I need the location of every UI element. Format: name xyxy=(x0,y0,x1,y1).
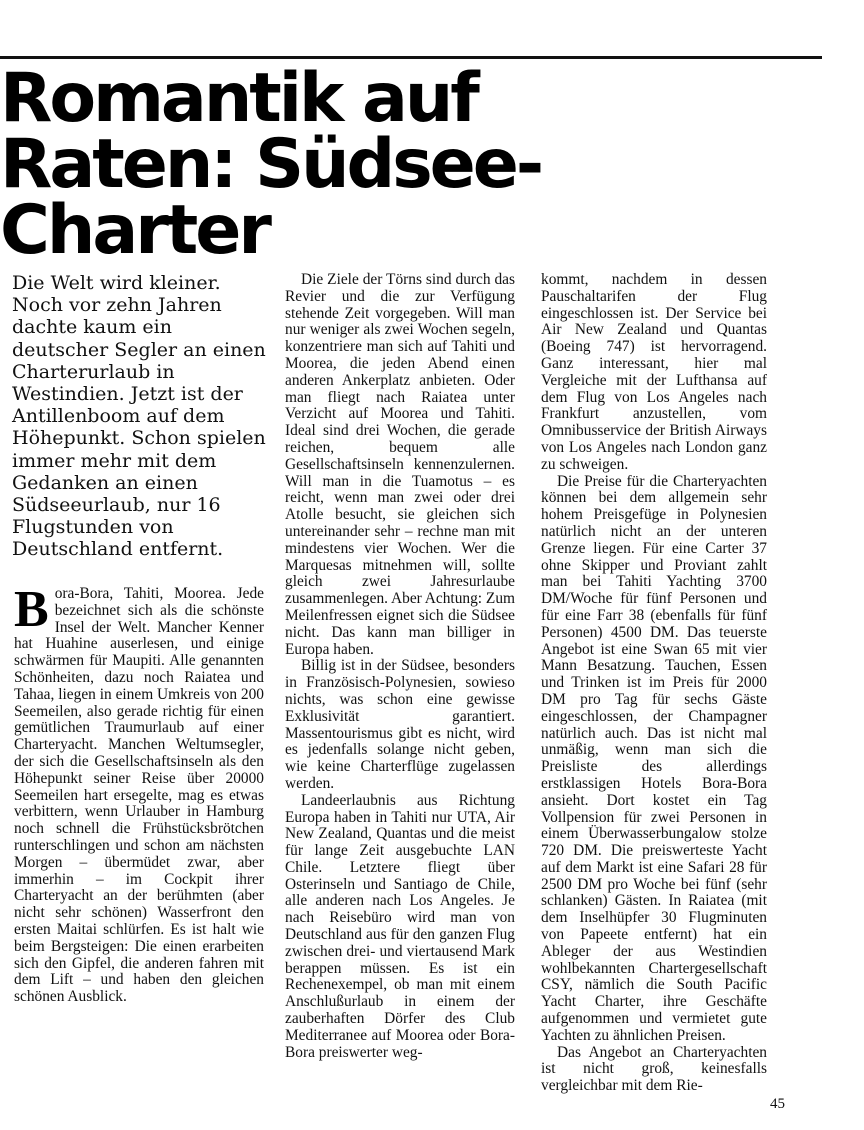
paragraph: Die Ziele der Törns sind durch das Revier und die zur Verfügung stehende Zeit vorgegeben. Will man nur weniger als zwei Wochen segeln, konzentriere man sich auf Tahiti und Moorea, die jeden Abend einen anderen Ankerplatz anbieten. Oder man fliegt nach Raiatea unter Verzicht auf Moorea und Tahiti. Ideal sind drei Wochen, die gerade reichen, bequem alle Gesellschaftsinseln kennenzulernen. Will man in die Tuamotus – es reicht, wenn man zwei oder drei Atolle besucht, sie gleichen sich untereinander sehr – rechne man mit mindestens vier Wochen. Wer die Marquesas mitnehmen will, sollte gleich zwei Jahresurlaube zusammenlegen. Aber Achtung: Zum Meilenfressen eignet sich die Südsee nicht. Das kann man billiger in Europa haben. xyxy=(285,271,515,658)
headline-line-1: Romantik auf xyxy=(0,59,477,138)
drop-cap: B xyxy=(14,581,49,638)
article-column-1 xyxy=(14,581,264,1006)
paragraph: Billig ist in der Südsee, besonders in Französisch-Polynesien, sowieso nichts, was schon eine gewisse Exklusivität garantiert. Massentourismus gibt es nicht, wird es jedenfalls solange nicht geben, wie keine Charterflüge zugelassen werden. xyxy=(285,657,515,792)
paragraph: ora-Bora, Tahiti, Moorea. Jede bezeichnet sich als die schönste Insel der Welt. Mancher Kenner hat Huahine auserlesen, und einige schwärmen für Maupiti. Alle genannten Schönheiten, dazu noch Raiatea und Tahaa, liegen in einem Umkreis von 200 Seemeilen, also gerade richtig für einen gemütlichen Traumurlaub auf einer Charteryacht. Manchen Weltumsegler, der sich die Gesellschaftsinseln als den Höhepunkt seiner Reise über 20000 Seemeilen hart ersegelte, mag es etwas verbittern, wenn Urlauber in Hamburg noch schnell die Frühstücksbrötchen runterschlingen und schon am nächsten Morgen – übermüdet zwar, aber immerhin – im Cockpit ihrer Charteryacht an der berühmten (aber nicht sehr schönen) Wasserfront den ersten Maitai schlürfen. Es ist halt wie beim Bergsteigen: Die einen erarbeiten sich den Gipfel, die anderen fahren mit dem Lift – und haben den gleichen schönen Ausblick. xyxy=(14,585,264,1006)
headline-line-2: Raten: Südsee- xyxy=(0,125,542,204)
headline xyxy=(0,59,830,270)
paragraph: Das Angebot an Charteryachten ist nicht groß, keinesfalls vergleichbar mit dem Rie- xyxy=(541,1043,767,1095)
article-column-3 xyxy=(541,272,767,1095)
paragraph: kommt, nachdem in dessen Pauschaltarifen der Flug eingeschlossen ist. Der Service bei Air New Zealand und Quantas (Boeing 747) ist hervorragend. Ganz interessant, hier mal Vergleiche mit der Lufthansa auf dem Flug von Los Angeles nach Frankfurt anzustellen, vom Omnibusservice der British Airways von Los Angeles nach London ganz zu schweigen. xyxy=(541,271,767,473)
page-number: 45 xyxy=(770,1096,785,1112)
intro-lead: Die Welt wird kleiner. Noch vor zehn Jahren dachte kaum ein deutscher Segler an einen Charterurlaub in Westindien. Jetzt ist der Antillenboom auf dem Höhepunkt. Schon spielen immer mehr mit dem Gedanken an einen Südseeurlaub, nur 16 Flugstunden von Deutschland entfernt. xyxy=(12,272,266,561)
paragraph: Die Preise für die Charteryachten können bei dem allgemein sehr hohem Preisgefüge in Polynesien natürlich nicht an der unteren Grenze liegen. Für eine Carter 37 ohne Skipper und Proviant zahlt man bei Tahiti Yachting 3700 DM/Woche für fünf Personen und für eine Farr 38 (ebenfalls für fünf Personen) 4500 DM. Das teuerste Angebot ist eine Swan 65 mit vier Mann Besatzung. Tauchen, Essen und Trinken ist im Preis für 2000 DM pro Tag für sechs Gäste eingeschlossen, der Champagner natürlich auch. Das ist nicht mal unmäßig, wenn man sich die Preisliste des allerdings erstklassigen Hotels Bora-Bora ansieht. Dort kostet ein Tag Vollpension für zwei Personen in einem Überwasserbungalow stolze 720 DM. Die preiswerteste Yacht auf dem Markt ist eine Safari 28 für 2500 DM pro Woche bei fünf (sehr schlanken) Gästen. In Raiatea (mit dem Inselhüpfer 30 Flugminuten von Papeete entfernt) hat ein Ableger der aus Westindien wohlbekannten Chartergesellschaft CSY, nämlich die South Pacific Yacht Charter, ihre Geschäfte aufgenommen und vermietet gute Yachten zu ähnlichen Preisen. xyxy=(541,472,767,1044)
article-column-2 xyxy=(285,272,515,1061)
headline-line-3: Charter xyxy=(0,191,269,270)
paragraph: Landeerlaubnis aus Richtung Europa haben in Tahiti nur UTA, Air New Zealand, Quantas und die meist für lange Zeit ausgebuchte LAN Chile. Letztere fliegt über Osterinseln und Santiago de Chile, alle anderen nach Los Angeles. Je nach Reisebüro wird man von Deutschland aus für den ganzen Flug zwischen drei- und viertausend Mark berappen müssen. Es ist ein Rechenexempel, ob man mit einem Anschlußurlaub in einem der zauberhaften Dörfer des Club Mediterranee auf Moorea oder Bora-Bora preiswerter weg- xyxy=(285,791,515,1061)
